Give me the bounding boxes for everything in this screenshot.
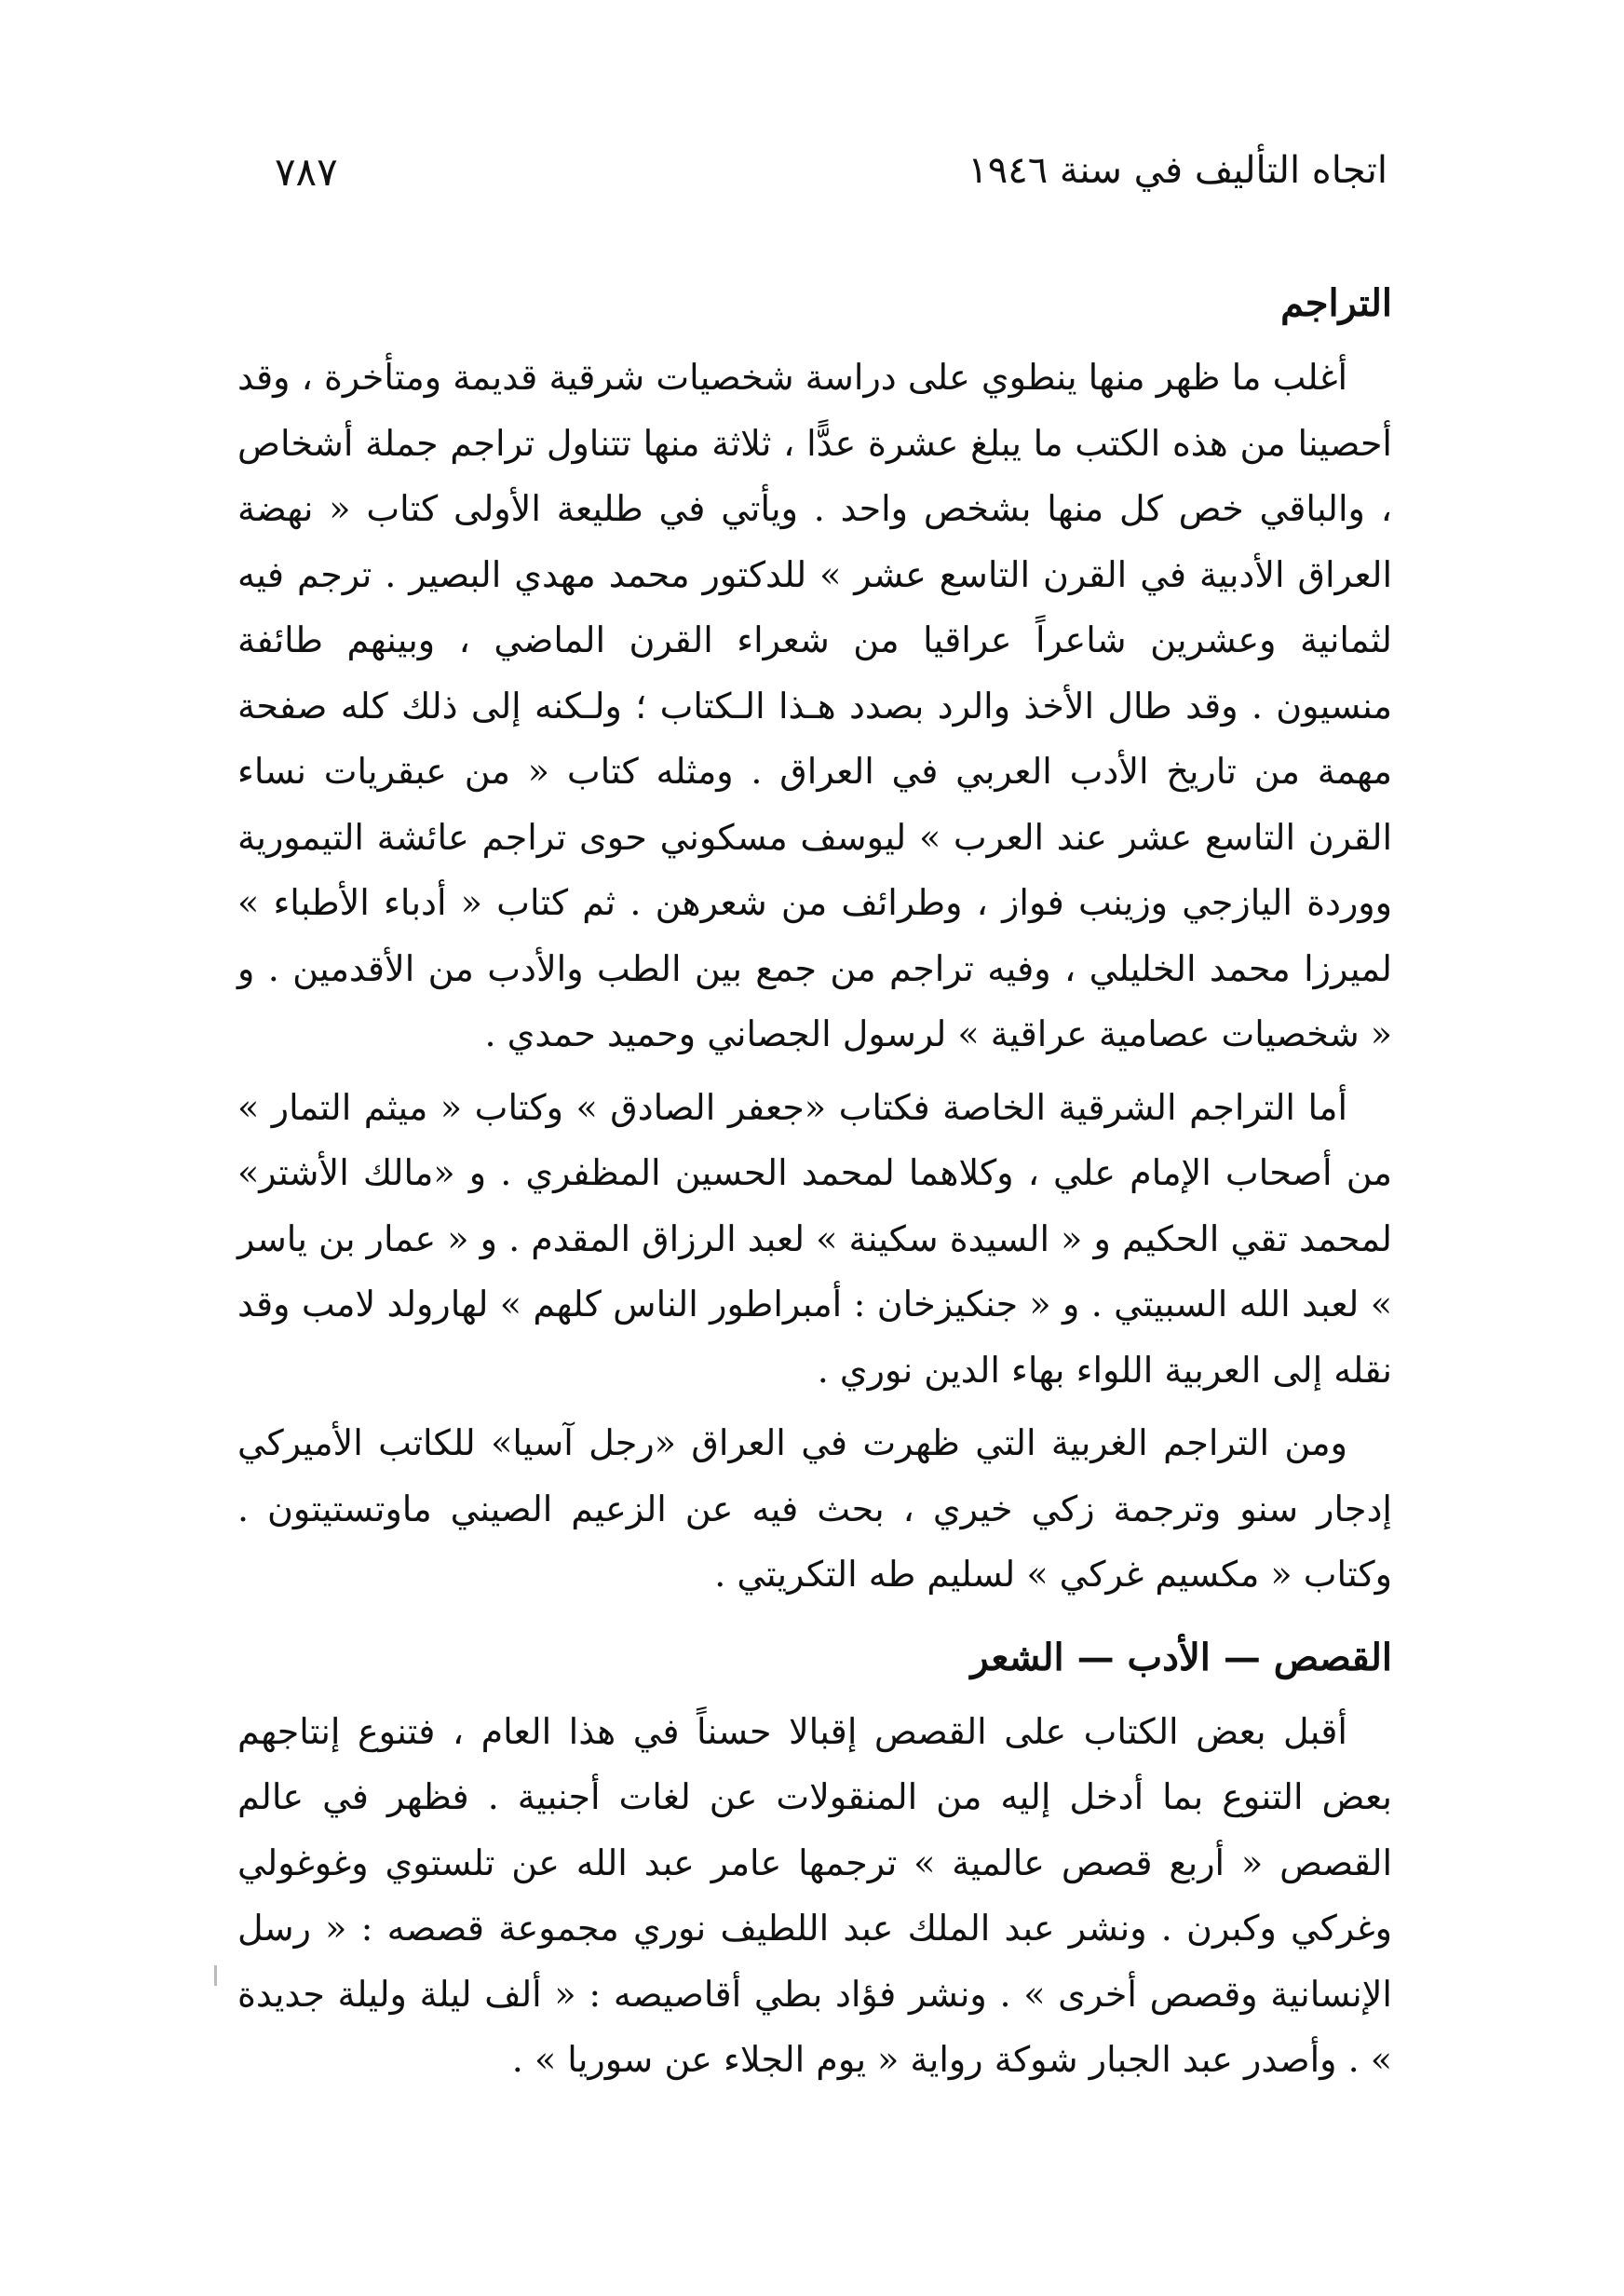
section-title-stories-literature-poetry: القصص — الأدب — الشعر: [970, 1635, 1392, 1679]
running-header: [275, 149, 1387, 205]
page-number: ٧٨٧: [275, 149, 338, 195]
paragraph: أما التراجم الشرقية الخاصة فكتاب «جعفر الصادق » وكتاب « ميثم التمار » من أصحاب الإمام علي ، وكلاهما لمحمد الحسين المظفري . و «مالك الأشتر» لمحمد تقي الحكيم و « السيدة سكينة » لعبد الرزاق المقدم . و « عمار بن ياسر » لعبد الله السبيتي . و « جنكيزخان : أمبراطور الناس كلهم » لهارولد لامب وقد نقله إلى العربية اللواء بهاء الدين نوري .: [237, 1086, 1392, 1391]
paragraph: أغلب ما ظهر منها ينطوي على دراسة شخصيات شرقية قديمة ومتأخرة ، وقد أحصينا من هذه الكتب ما يبلغ عشرة عدًّا ، ثلاثة منها تتناول تراجم جملة أشخاص ، والباقي خص كل منها بشخص واحد . ويأتي في طليعة الأولى كتاب « نهضة العراق الأدبية في القرن التاسع عشر » للدكتور محمد مهدي البصير . ترجم فيه لثمانية وعشرين شاعراً عراقيا من شعراء القرن الماضي ، وبينهم طائفة منسيون . وقد طال الأخذ والرد بصدد هـذا الـكتاب ؛ ولـكنه إلى ذلك كله صفحة مهمة من تاريخ الأدب العربي في العراق . ومثله كتاب « من عبقريات نساء القرن التاسع عشر عند العرب » ليوسف مسكوني حوى تراجم عائشة التيمورية ووردة اليازجي وزينب فواز ، وطرائف من شعرهن . ثم كتاب « أدباء الأطباء » لميرزا محمد الخليلي ، وفيه تراجم من جمع بين الطب والأدب من الأقدمين . و « شخصيات عصامية عراقية » لرسول الجصاني وحميد حمدي .: [237, 357, 1392, 1054]
margin-mark: [214, 1965, 217, 1986]
running-title: اتجاه التأليف في سنة ١٩٤٦: [968, 149, 1387, 192]
section-title-biographies: التراجم: [1280, 281, 1392, 325]
page-body: [237, 270, 1392, 2100]
paragraph: أقبل بعض الكتاب على القصص إقبالا حسناً في هذا العام ، فتنوع إنتاجهم بعض التنوع بما أدخل إليه من المنقولات عن لغات أجنبية . فظهر في عالم القصص « أربع قصص عالمية » ترجمها عامر عبد الله عن تلستوي وغوغولي وغركي وكبرن . ونشر عبد الملك عبد اللطيف نوري مجموعة قصصه : « رسل الإنسانية وقصص أخرى » . ونشر فؤاد بطي أقاصيصه : « ألف ليلة وليلة جديدة » . وأصدر عبد الجبار شوكة رواية « يوم الجلاء عن سوريا » .: [237, 1710, 1392, 2080]
paragraph: ومن التراجم الغربية التي ظهرت في العراق «رجل آسيا» للكاتب الأميركي إدجار سنو وترجمة زكي خيري ، بحث فيه عن الزعيم الصيني ماوتستيتون . وكتاب « مكسيم غركي » لسليم طه التكريتي .: [237, 1422, 1392, 1595]
